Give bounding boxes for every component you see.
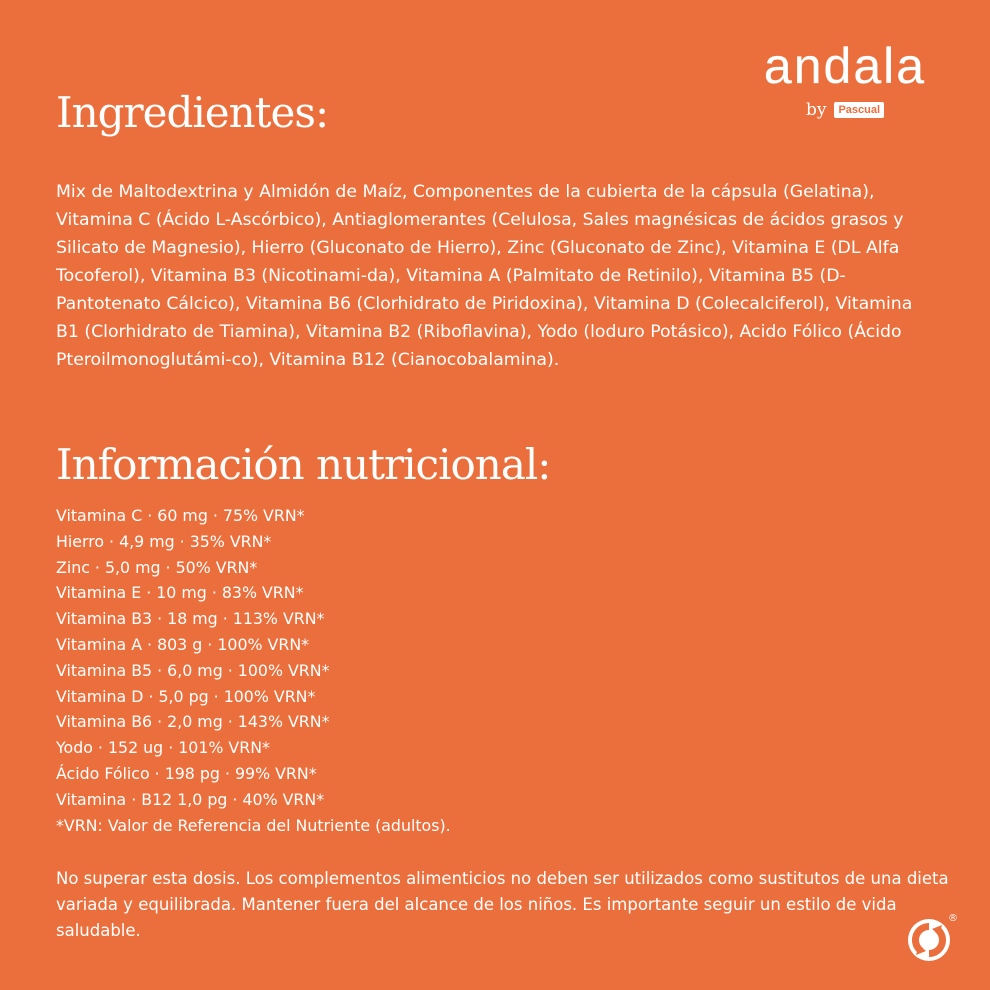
nutrition-item: Ácido Fólico · 198 pg · 99% VRN* — [56, 763, 317, 783]
logo-wordmark: andala — [763, 38, 927, 94]
logo-by-text: by — [805, 100, 827, 120]
nutrition-item: Zinc · 5,0 mg · 50% VRN* — [56, 557, 258, 577]
nutrition-item: Vitamina E · 10 mg · 83% VRN* — [56, 583, 304, 603]
ingredients-heading: Ingredientes: — [56, 88, 329, 137]
nutrition-heading: Información nutricional: — [56, 440, 551, 489]
nutrition-item: Vitamina B5 · 6,0 mg · 100% VRN* — [56, 660, 330, 680]
nutrition-item: Vitamina D · 5,0 pg · 100% VRN* — [56, 686, 316, 706]
logo-byline — [740, 100, 950, 120]
nutrition-item: Vitamina C · 60 mg · 75% VRN* — [56, 506, 305, 525]
nutrition-item: Vitamina B3 · 18 mg · 113% VRN* — [56, 609, 325, 629]
nutrition-list — [56, 503, 451, 838]
registered-mark: ® — [948, 913, 958, 924]
brand-logo — [740, 38, 950, 120]
green-dot-recycle-icon — [906, 911, 958, 963]
ingredients-text: Mix de Maltodextrina y Almidón de Maíz, Componentes de la cubierta de la cápsula (Gelatina), Vitamina C (Ácido L-Ascórbico), Antiaglomerantes (Celulosa, Sales magnésicas de ácidos grasos y Silicato de Magnesio), Hierro (Gluconato de Hierro), Zinc (Gluconato de Zinc), Vitamina E (DL Alfa Tocoferol), Vitamina B3 (Nicotinami-da), Vitamina A (Palmitato de Retinilo), Vitamina B5 (D-Pantotenato Cálcico), Vitamina B6 (Clorhidrato de Piridoxina), Vitamina D (Colecalciferol), Vitamina B1 (Clorhidrato de Tiamina), Vitamina B2 (Riboflavina), Yodo (loduro Potásico), Acido Fólico (Ácido Pteroilmonoglutámi-co), Vitamina B12 (Cianocobalamina). — [56, 182, 913, 370]
warning-text: No superar esta dosis. Los complementos alimenticios no deben ser utilizados como sustitutos de una dieta variada y equilibrada. Mantener fuera del alcance de los niños. Es importante seguir un estilo de vida saludable. — [56, 869, 949, 940]
nutrition-item: Yodo · 152 ug · 101% VRN* — [56, 738, 270, 758]
pascual-badge: Pascual — [834, 102, 884, 118]
nutrition-item: Vitamina · B12 1,0 pg · 40% VRN* — [56, 789, 325, 809]
nutrition-footnote: *VRN: Valor de Referencia del Nutriente (adultos). — [56, 815, 451, 835]
nutrition-item: Vitamina B6 · 2,0 mg · 143% VRN* — [56, 712, 330, 732]
nutrition-item: Hierro · 4,9 mg · 35% VRN* — [56, 531, 272, 551]
nutrition-item: Vitamina A · 803 g · 100% VRN* — [56, 634, 310, 654]
